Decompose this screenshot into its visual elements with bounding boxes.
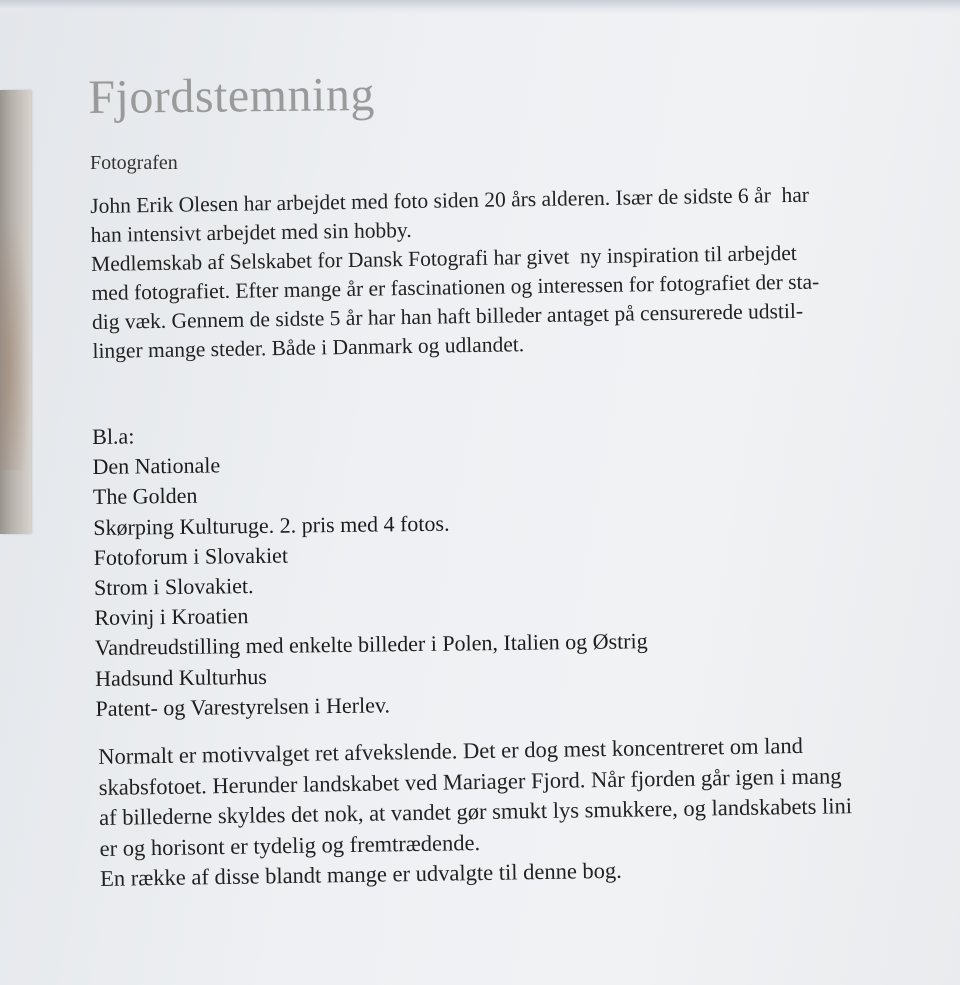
exhibition-list (92, 415, 649, 724)
exhibition-item: Strom i Slovakiet. (93, 573, 254, 601)
exhibition-item: Fotoforum i Slovakiet (93, 542, 289, 570)
exhibition-item: Rovinj i Kroatien (94, 603, 249, 631)
exhibition-item: Den Nationale (92, 452, 221, 480)
book-page (88, 67, 960, 970)
exhibition-item: Hadsund Kulturhus (94, 663, 267, 691)
exhibition-item: The Golden (92, 483, 198, 510)
page-top-edge (0, 0, 960, 14)
section-subtitle: Fotografen (90, 152, 178, 174)
intro-paragraph: John Erik Olesen har arbejdet med foto siden 20 års alderen. Især de sidste 6 år har han intensivt arbejdet med sin hobby. Medlemskab af Selskabet for Dansk Fotografi har givet ny inspiration til arbejdet med fotografiet. Efter mange år er fascinationen og interessen for fotografiet der sta- dig væk. Gennem de sidste 5 år har han haft billeder antaget på censurerede udstil- linger mange steder. Både i Danmark og udlandet. (90, 182, 820, 363)
exhibition-item: Vandreudstilling med enkelte billeder i Polen, Italien og Østrig (94, 628, 648, 661)
exhibition-item: Patent- og Varestyrelsen i Herlev. (95, 692, 391, 721)
closing-paragraph: Normalt er motivvalget ret afvekslende. Det er dog mest koncentreret om land skabsfotoet. Herunder landskabet ved Mariager Fjord. Når fjorden går igen i mang af billederne skyldes det nok, at vandet gør smukt lys smukkere, og landskabets lini er og horisont er tydelig og fremtrædende. En række af disse blandt mange er udvalgte til denne bog. (98, 732, 853, 891)
exhibition-list-label: Bl.a: (92, 423, 135, 449)
facing-page-photo-edge (0, 90, 31, 534)
page-title: Fjordstemning (88, 67, 376, 124)
exhibition-item: Skørping Kulturuge. 2. pris med 4 fotos. (93, 510, 450, 540)
